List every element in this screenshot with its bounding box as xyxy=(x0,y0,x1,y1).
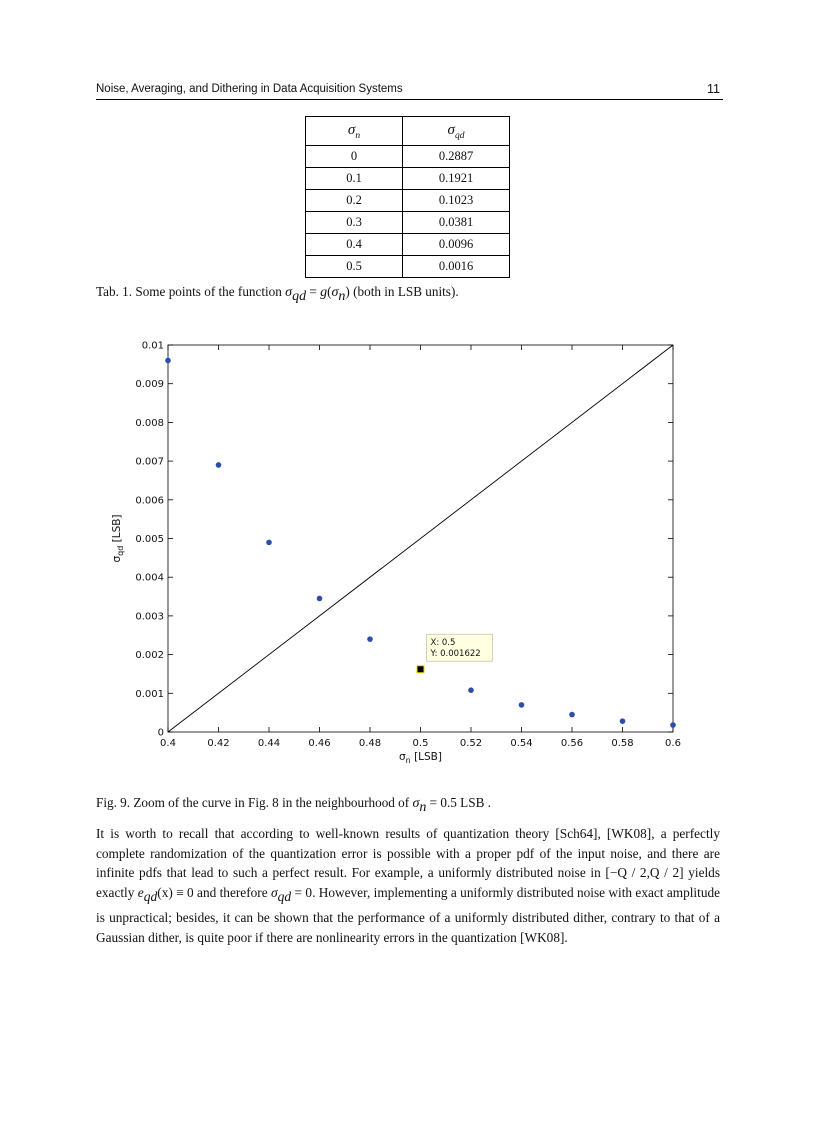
x-tick-label: 0.42 xyxy=(207,738,230,749)
y-tick-label: 0.003 xyxy=(135,611,164,623)
reference-line xyxy=(168,345,673,732)
y-tick-label: 0 xyxy=(157,727,164,739)
data-point xyxy=(670,722,676,728)
table-cell: 0.0381 xyxy=(403,212,510,234)
table-header-row xyxy=(306,117,510,146)
table-row xyxy=(306,146,510,168)
x-tick-label: 0.48 xyxy=(358,738,382,749)
data-point xyxy=(367,636,373,642)
x-tick-label: 0.56 xyxy=(560,738,584,749)
x-tick-label: 0.6 xyxy=(665,738,681,749)
table-cell: 0.1 xyxy=(306,168,403,190)
table-cell: 0.5 xyxy=(306,256,403,278)
x-tick-label: 0.46 xyxy=(308,738,331,749)
table-cell: 0.2887 xyxy=(403,146,510,168)
table-row xyxy=(306,190,510,212)
y-tick-label: 0.01 xyxy=(141,340,164,352)
x-axis-label: $\sigma_n$ [LSB] xyxy=(399,751,442,765)
x-tick-label: 0.5 xyxy=(412,738,429,749)
y-tick-label: 0.008 xyxy=(135,417,164,429)
table-cell: 0.3 xyxy=(306,212,403,234)
table-caption: Tab. 1. Some points of the function $\sigma_{qd} = g(\sigma_n)$ (both in LSB units). xyxy=(96,284,459,304)
table-row xyxy=(306,168,510,190)
scatter-chart xyxy=(100,335,700,775)
table-cell: 0.4 xyxy=(306,234,403,256)
reference-line-segment xyxy=(168,345,673,732)
table-cell: 0.1023 xyxy=(403,190,510,212)
table-row xyxy=(306,212,510,234)
table-row xyxy=(306,234,510,256)
running-title: Noise, Averaging, and Dithering in Data Acquisition Systems xyxy=(96,83,403,95)
y-axis-label: $\sigma_{qd}$ [LSB] xyxy=(111,514,125,563)
x-tick-label: 0.54 xyxy=(510,738,533,749)
figure-caption: Fig. 9. Zoom of the curve in Fig. 8 in the neighbourhood of $\sigma_n = 0.5$ LSB . xyxy=(96,795,491,815)
data-table xyxy=(305,116,510,278)
y-tick-label: 0.006 xyxy=(135,495,164,507)
body-paragraph: It is worth to recall that according to well-known results of quantization theory [Sch64], [WK08], a perfectly complete randomization of the quantization error is possible with a proper pdf of the input noise, and there are infinite pdfs that lead to such a perfect result. For example, a uniformly distributed noise in [−Q / 2,Q / 2] yields exactly $e_{qd}(x) \equiv 0$ and therefore $\sigma_{qd} = 0$. However, implementing a uniformly distributed noise with exact amplitude is unpractical; besides, it can be shown that the performance of a uniformly distributed dither, contrary to that of a Gaussian dither, is quite poor if there are nonlinearity errors in the quantization [WK08]. xyxy=(96,826,721,946)
data-point xyxy=(165,358,171,364)
x-tick-label: 0.44 xyxy=(257,738,281,749)
data-point xyxy=(317,596,323,602)
datatip-y-value: Y: 0.001622 xyxy=(430,649,481,660)
x-tick-label: 0.58 xyxy=(611,738,634,749)
page-header xyxy=(96,81,723,100)
y-tick-label: 0.001 xyxy=(135,688,164,700)
page-number: 11 xyxy=(707,82,720,96)
y-tick-label: 0.004 xyxy=(135,572,164,584)
y-tick-label: 0.009 xyxy=(135,379,164,391)
table-row xyxy=(306,256,510,278)
datatip xyxy=(417,634,493,673)
table-cell: 0.1921 xyxy=(403,168,510,190)
datatip-x-value: X: 0.5 xyxy=(430,638,456,649)
table-cell: 0.0016 xyxy=(403,256,510,278)
datatip-marker xyxy=(417,666,424,673)
table-cell: 0.2 xyxy=(306,190,403,212)
data-point xyxy=(468,687,474,693)
x-tick-label: 0.52 xyxy=(459,738,483,749)
data-point xyxy=(266,540,272,546)
data-point xyxy=(519,702,525,708)
data-point xyxy=(620,718,626,724)
col-header-sigma-qd: $\sigma_{qd}$ xyxy=(403,117,510,146)
col-header-sigma-n: $\sigma_n$ xyxy=(306,117,403,146)
y-tick-label: 0.007 xyxy=(135,456,164,468)
x-tick-label: 0.4 xyxy=(160,738,176,749)
data-point xyxy=(569,712,575,718)
y-tick-label: 0.005 xyxy=(135,534,164,545)
table-cell: 0.0096 xyxy=(403,234,510,256)
table-cell: 0 xyxy=(306,146,403,168)
data-point xyxy=(216,462,222,468)
y-tick-label: 0.002 xyxy=(135,650,164,662)
